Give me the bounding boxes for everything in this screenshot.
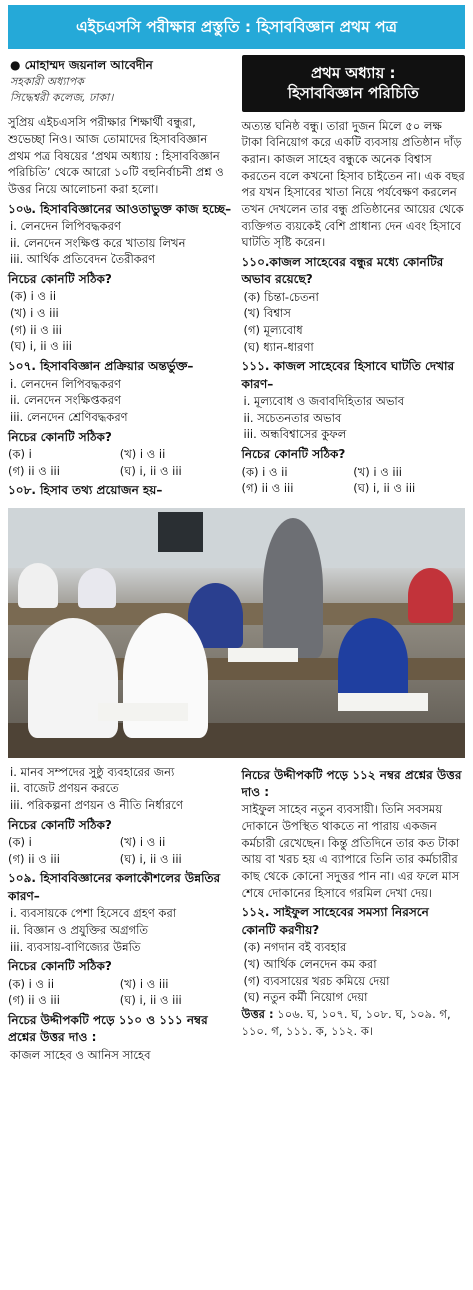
option-line: (গ) ব্যবসায়ের খরচ কমিয়ে দেয়া: [243, 973, 390, 988]
photo-wall: [8, 508, 465, 568]
option-choice: (গ) ii ও iii: [8, 463, 60, 478]
option-line: iii. আর্থিক প্রতিবেদন তৈরীকরণ: [10, 252, 156, 267]
option-choice: (ক) i ও ii: [241, 464, 288, 479]
option-choice: (ক) i: [8, 446, 32, 461]
question-line: ১০৯. হিসাববিজ্ঞানের কলাকৌশলের উন্নতির কারণ–: [8, 871, 221, 903]
option-line: কাজল সাহেব ও আনিস সাহেব: [10, 1047, 151, 1062]
left-column-top: [8, 55, 232, 500]
answer-text: ১০৬. ঘ, ১০৭. ঘ, ১০৮. ঘ, ১০৯. গ, ১১০. গ, ১১১. ক, ১১২. ক।: [241, 1006, 451, 1038]
option-pair: [8, 992, 232, 1009]
option-line: ii. বাজেট প্রণয়ন করতে: [10, 781, 119, 796]
option-line: (গ) মূল্যবোধ: [243, 323, 303, 337]
stimulus-paragraph: সাইফুল সাহেব নতুন ব্যবসায়ী। তিনি সবসময় দোকানে উপস্থিত থাকতে না পারায় একজন কর্মচারী রেখেছেন। কিন্তু প্রতিদিনে তার কত টাকা আয় বা খরচ হয় এ ব্যাপারে তিনি তার কর্মচারীর কাছ থেকে কোনো সদুত্তর পান না। এর ফলে মাস শেষে দোকানের হিসাবে গরমিল দেখা দেয়।: [241, 802, 460, 900]
option-choice: (গ) ii ও iii: [8, 993, 60, 1008]
right-column-bottom: [242, 764, 466, 1064]
question-line: ১০৭. হিসাববিজ্ঞান প্রক্রিয়ার অন্তর্ভুক্ত–: [8, 359, 194, 374]
option-choice: (ক) i ও ii: [8, 976, 55, 991]
option-pair: [8, 851, 232, 868]
photo-invigilator: [263, 518, 323, 658]
option-choice: (খ) i ও ii: [119, 446, 166, 461]
option-line: i. লেনদেন লিপিবদ্ধকরণ: [10, 376, 121, 391]
photo-answer-sheet: [228, 648, 298, 662]
page-banner: [8, 5, 465, 49]
option-pair: [8, 976, 232, 993]
right-top-questions: [242, 118, 466, 497]
photo-board: [158, 512, 203, 552]
banner-title: এইচএসসি পরীক্ষার প্রস্তুতি : হিসাববিজ্ঞান প্রথম পত্র: [75, 17, 398, 36]
option-line: (খ) i ও iii: [10, 306, 59, 321]
chapter-title: হিসাববিজ্ঞান পরিচিতি: [287, 84, 419, 103]
exam-hall-photo: [8, 508, 465, 758]
option-choice: (ঘ) i, ii ও iii: [119, 463, 182, 478]
option-choice: (খ) i ও ii: [119, 835, 166, 850]
option-pair: [242, 464, 466, 481]
option-line: (ঘ) নতুন কর্মী নিয়োগ দেয়া: [243, 990, 368, 1005]
option-line: (ক) চিন্তা-চেতনা: [243, 289, 319, 304]
option-line: i. ব্যবসায়কে পেশা হিসেবে গ্রহণ করা: [10, 906, 177, 921]
option-pair: [242, 480, 466, 497]
question-line: নিচের কোনটি সঠিক?: [241, 447, 346, 462]
photo-student: [78, 568, 116, 608]
option-choice: (ক) i: [8, 835, 32, 850]
photo-student: [18, 563, 58, 608]
question-line: ১১২. সাইফুল সাহেবের সমস্যা নিরসনে কোনটি করণীয়?: [241, 905, 429, 937]
author-institution: সিদ্ধেশ্বরী কলেজ, ঢাকা।: [10, 91, 114, 105]
question-line: ১১০.কাজল সাহেবের বন্ধুর মধ্যে কোনটির অভাব রয়েছে?: [241, 254, 444, 287]
question-line: ১০৮. হিসাব তথ্য প্রয়োজন হয়–: [8, 483, 163, 498]
question-line: ১০৬. হিসাববিজ্ঞানের আওতাভুক্ত কাজ হচ্ছে–: [8, 201, 232, 216]
option-line: ii. লেনদেন সংক্ষিপ্তকরণ: [10, 393, 121, 408]
question-line: নিচের কোনটি সঠিক?: [8, 429, 112, 444]
question-line: নিচের কোনটি সঠিক?: [8, 959, 112, 974]
photo-student: [408, 568, 453, 623]
chapter-heading-box: [242, 55, 466, 112]
answer-label: উত্তর :: [241, 1006, 274, 1021]
option-pair: [8, 463, 232, 480]
option-line: iii. অন্ধবিশ্বাসের কুফল: [243, 427, 347, 442]
option-line: (ক) i ও ii: [10, 289, 57, 304]
author-block: [8, 55, 232, 108]
option-choice: (ঘ) i, ii ও iii: [119, 993, 182, 1008]
option-line: (গ) ii ও iii: [10, 322, 62, 337]
bottom-columns: [8, 764, 465, 1064]
option-line: i. মূল্যবোধ ও জবাবদিহিতার অভাব: [243, 394, 405, 409]
option-line: (ঘ) ধ্যান-ধারণা: [243, 339, 314, 354]
top-columns: [8, 55, 465, 500]
left-column-bottom: [8, 764, 232, 1064]
question-line: ১১১. কাজল সাহেবের হিসাবে ঘাটতি দেখার কারণ–: [241, 359, 455, 391]
author-designation: সহকারী অধ্যাপক: [10, 75, 84, 89]
right-column-top: [242, 55, 466, 500]
left-top-questions: [8, 201, 232, 500]
option-line: i. লেনদেন লিপিবদ্ধকরণ: [10, 219, 121, 234]
option-line: i. মানব সম্পদের সুষ্ঠু ব্যবহারের জন্য: [10, 764, 175, 779]
option-choice: (খ) i ও iii: [353, 464, 402, 479]
option-choice: (খ) i ও iii: [119, 976, 169, 991]
chapter-number: প্রথম অধ্যায় :: [310, 64, 396, 82]
photo-answer-sheet: [98, 703, 188, 721]
option-line: ii. লেনদেন সংক্ষিপ্ত করে খাতায় লিখন: [10, 235, 186, 250]
option-line: ii. সচেতনতার অভাব: [243, 410, 342, 425]
option-line: ii. বিজ্ঞান ও প্রযুক্তির অগ্রগতি: [10, 922, 149, 937]
stimulus-paragraph: অত্যন্ত ঘনিষ্ঠ বন্ধু। তারা দুজন মিলে ৫০ লক্ষ টাকা বিনিয়োগ করে একটি ব্যবসায় প্রতিষ্ঠান দাঁড় করান। কাজল সাহেব বন্ধুকে অনেক বিশ্বাস করতেন বলে কখনো হিসাব চাইতেন না। এক বছর পর যখন হিসাবের খাতা নিয়ে পর্যবেক্ষণ করলেন তখন দেখলেন তার বন্ধু প্রতিষ্ঠানের আয়ের থেকে ব্যক্তিগত ব্যয়কেই বেশি প্রাধান্য দেন এবং হিসাবে ঘাটতি সৃষ্টি করেন।: [241, 118, 465, 250]
intro-paragraph: সুপ্রিয় এইচএসসি পরীক্ষার শিক্ষার্থী বন্ধুরা, শুভেচ্ছা নিও। আজ তোমাদের হিসাববিজ্ঞান প্রথম পত্র বিষয়ের ‘প্রথম অধ্যায় : হিসাববিজ্ঞান পরিচিতি’ থেকে আরো ১০টি বহুনির্বাচনী প্রশ্ন ও উত্তর নিয়ে আলোচনা করা হলো।: [8, 115, 224, 196]
option-line: iii. পরিকল্পনা প্রণয়ন ও নীতি নির্ধারণে: [10, 797, 183, 812]
option-line: (ঘ) i, ii ও iii: [10, 339, 72, 354]
option-choice: (গ) ii ও iii: [8, 851, 60, 866]
option-choice: (ঘ) i, ii ও iii: [353, 481, 416, 496]
option-line: iii. ব্যবসায়-বাণিজ্যের উন্নতি: [10, 939, 141, 954]
option-pair: [8, 834, 232, 851]
option-line: (খ) বিশ্বাস: [243, 306, 291, 321]
option-choice: (ঘ) i, ii ও iii: [119, 851, 182, 866]
option-pair: [8, 446, 232, 463]
question-line: নিচের কোনটি সঠিক?: [8, 272, 112, 287]
answer-key: [242, 1006, 466, 1039]
question-line: নিচের কোনটি সঠিক?: [8, 817, 112, 832]
question-line: নিচের উদ্দীপকটি পড়ে ১১২ নম্বর প্রশ্নের উত্তর দাও :: [241, 767, 462, 800]
question-line: নিচের উদ্দীপকটি পড়ে ১১০ ও ১১১ নম্বর প্রশ্নের উত্তর দাও :: [8, 1012, 208, 1045]
option-line: iii. লেনদেন শ্রেণিবদ্ধকরণ: [10, 409, 128, 424]
option-choice: (গ) ii ও iii: [241, 481, 294, 496]
photo-answer-sheet: [338, 693, 428, 711]
option-line: (খ) আর্থিক লেনদেন কম করা: [243, 956, 377, 971]
option-line: (ক) নগদান বই ব্যবহার: [243, 940, 347, 955]
author-name: ● মোহাম্মদ জয়নাল আবেদীন: [10, 58, 153, 72]
